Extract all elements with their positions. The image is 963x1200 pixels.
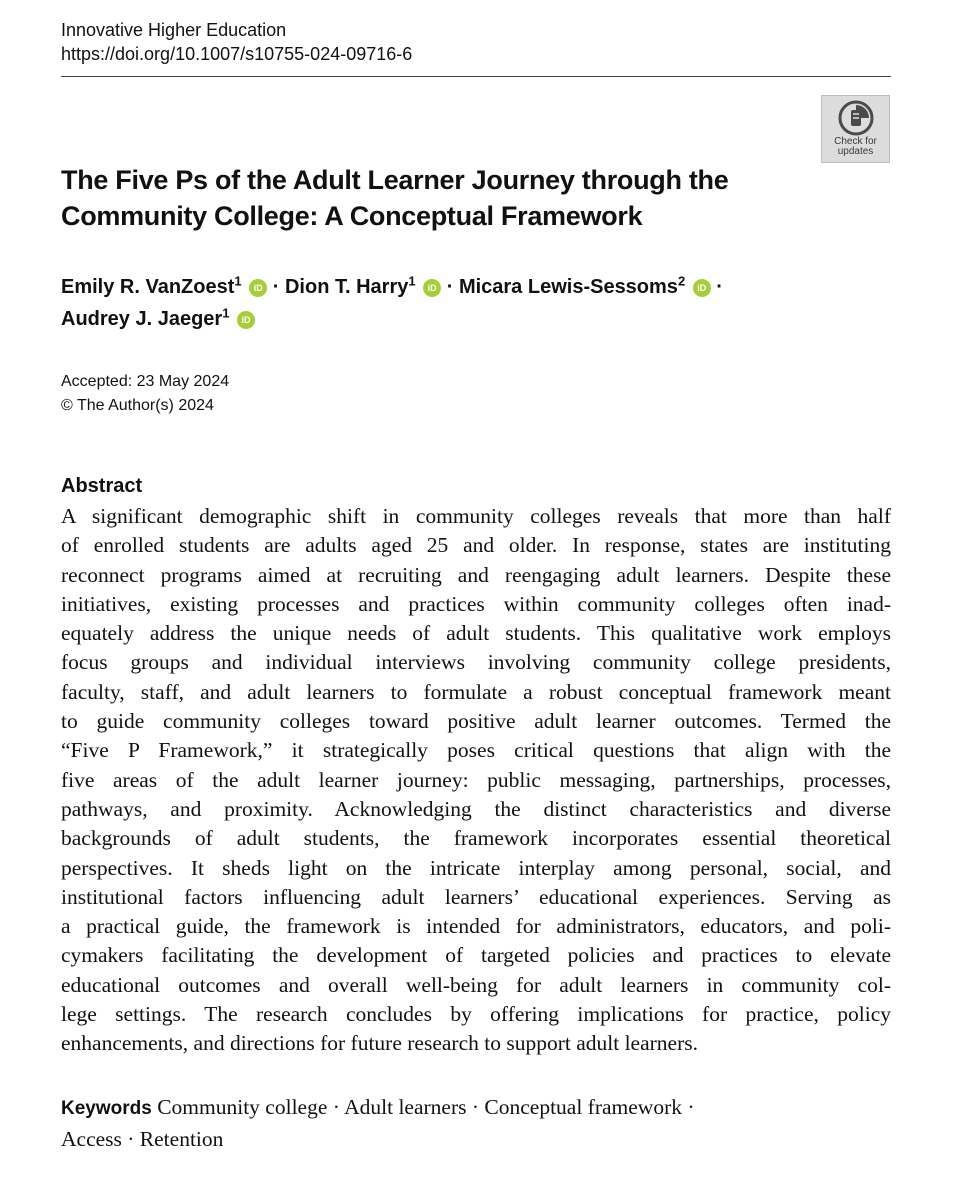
keywords-label: Keywords (61, 1098, 152, 1119)
abstract-heading: Abstract (61, 475, 143, 497)
abstract-line: of enrolled students are adults aged 25 and older. In response, states are instituting (61, 533, 891, 558)
abstract-line: pathways, and proximity. Acknowledging the distinct characteristics and diverse (61, 796, 891, 821)
abstract-line: reconnect programs aimed at recruiting and reengaging adult learners. Despite these (61, 562, 891, 587)
author-name[interactable]: Audrey J. Jaeger (61, 308, 223, 330)
abstract-line: lege settings. The research concludes by offering implications for practice, policy (61, 1002, 891, 1027)
author-separator: · (716, 276, 723, 298)
badge-line-2: updates (837, 146, 874, 157)
publication-meta (61, 370, 229, 418)
accepted-date: Accepted: 23 May 2024 (61, 373, 230, 390)
abstract-line: equately address the unique needs of adult students. This qualitative work employs (61, 621, 891, 646)
journal-header (61, 18, 412, 66)
copyright-notice: © The Author(s) 2024 (61, 397, 214, 414)
author-separator: · (446, 276, 454, 298)
journal-name: Innovative Higher Education (61, 20, 287, 40)
badge-line-1: Check for (834, 136, 877, 147)
abstract-line: backgrounds of adult students, the framework incorporates essential theoretical (61, 826, 891, 851)
title-line-2: Community College: A Conceptual Framework (61, 201, 643, 231)
abstract-line: enhancements, and directions for future research to support adult learners. (61, 1031, 698, 1056)
affiliation-marker: 1 (222, 305, 230, 321)
check-for-updates-badge[interactable] (821, 95, 890, 163)
author-name[interactable]: Micara Lewis-Sessoms (458, 276, 678, 298)
abstract-line: faculty, staff, and adult learners to formulate a robust conceptual framework meant (61, 679, 891, 704)
abstract-line: “Five P Framework,” it strategically poses critical questions that align with the (61, 738, 891, 763)
doi-link[interactable]: https://doi.org/10.1007/s10755-024-09716-6 (61, 44, 413, 64)
orcid-icon[interactable]: iD (237, 311, 255, 329)
orcid-icon[interactable]: iD (249, 279, 267, 297)
abstract-line: cymakers facilitating the development of targeted policies and practices to elevate (61, 943, 891, 968)
keywords-block (61, 1092, 891, 1154)
check-for-updates-icon (838, 100, 874, 136)
abstract-line: a practical guide, the framework is intended for administrators, educators, and poli- (61, 914, 891, 939)
orcid-icon[interactable]: iD (423, 279, 441, 297)
abstract-line: five areas of the adult learner journey: public messaging, partnerships, processes, (61, 767, 891, 792)
affiliation-marker: 2 (677, 273, 686, 289)
author-separator: · (272, 276, 280, 298)
author-name[interactable]: Emily R. VanZoest (61, 276, 235, 298)
abstract-line: initiatives, existing processes and practices within community colleges often inad- (61, 591, 891, 616)
abstract-line: to guide community colleges toward positive adult learner outcomes. Termed the (61, 709, 891, 734)
article-title (61, 162, 821, 234)
abstract-line: educational outcomes and overall well-being for adult learners in community col- (61, 972, 891, 997)
header-divider (61, 76, 891, 77)
keywords-line-2: Access · Retention (61, 1127, 224, 1151)
abstract-line: perspectives. It sheds light on the intricate interplay among personal, social, and (61, 855, 891, 880)
author-list (61, 271, 901, 335)
title-line-1: The Five Ps of the Adult Learner Journey through the (61, 165, 729, 195)
abstract-line: A significant demographic shift in community colleges reveals that more than half (61, 504, 891, 528)
abstract-body (61, 502, 891, 1059)
affiliation-marker: 1 (234, 273, 242, 289)
keywords-line-1: Community college · Adult learners · Conceptual framework · (157, 1095, 695, 1119)
affiliation-marker: 1 (408, 273, 416, 289)
orcid-icon[interactable]: iD (693, 279, 711, 297)
abstract-line: institutional factors influencing adult learners’ educational experiences. Serving as (61, 884, 891, 909)
author-name[interactable]: Dion T. Harry (284, 276, 409, 298)
abstract-line: focus groups and individual interviews involving community college presidents, (61, 650, 891, 675)
